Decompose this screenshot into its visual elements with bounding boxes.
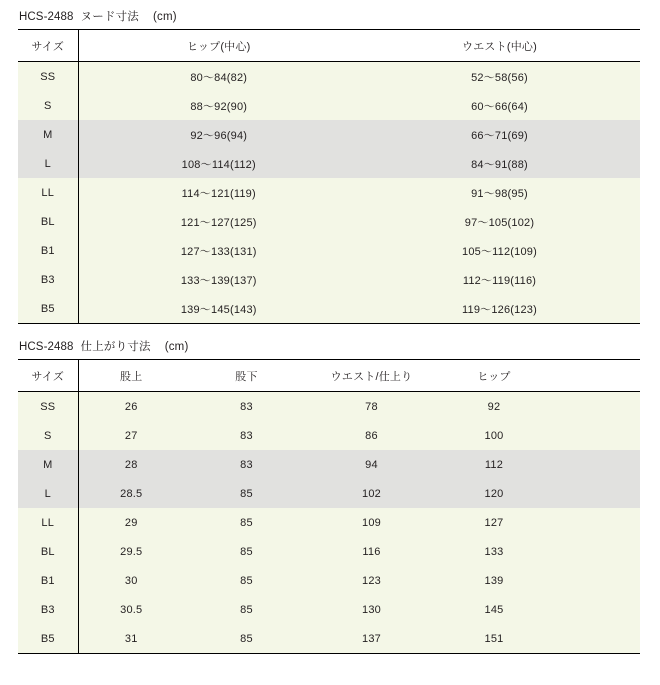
table-header-row (18, 360, 640, 392)
cell-inseam: 85 (184, 508, 309, 537)
column-header-rise: 股上 (78, 360, 184, 392)
cell-size: L (18, 149, 78, 178)
cell-size: SS (18, 392, 78, 422)
table-row (18, 236, 640, 265)
cell-hip: 92〜96(94) (78, 120, 359, 149)
cell-inseam: 83 (184, 421, 309, 450)
cell-rise: 27 (78, 421, 184, 450)
cell-waist: 119〜126(123) (359, 294, 640, 324)
cell-rise: 29.5 (78, 537, 184, 566)
cell-hip: 92 (434, 392, 554, 422)
column-header-waist-finished: ウエスト/仕上り (309, 360, 434, 392)
cell-waist-finished: 109 (309, 508, 434, 537)
table-row (18, 392, 640, 422)
cell-size: BL (18, 207, 78, 236)
cell-waist-finished: 130 (309, 595, 434, 624)
cell-size: LL (18, 178, 78, 207)
cell-inseam: 85 (184, 566, 309, 595)
cell-waist: 105〜112(109) (359, 236, 640, 265)
cell-rise: 30.5 (78, 595, 184, 624)
table-row (18, 149, 640, 178)
cell-waist: 97〜105(102) (359, 207, 640, 236)
table-row (18, 566, 640, 595)
caption-nude-measurements (18, 10, 640, 24)
cell-rise: 30 (78, 566, 184, 595)
cell-hip: 133〜139(137) (78, 265, 359, 294)
cell-hip: 88〜92(90) (78, 91, 359, 120)
caption-unit: (cm) (164, 341, 189, 353)
cell-rise: 28.5 (78, 479, 184, 508)
table-header-row (18, 30, 640, 62)
column-header-hip: ヒップ(中心) (78, 30, 359, 62)
table-row (18, 294, 640, 324)
cell-hip: 114〜121(119) (78, 178, 359, 207)
cell-waist: 60〜66(64) (359, 91, 640, 120)
cell-inseam: 85 (184, 624, 309, 654)
cell-spacer (554, 479, 640, 508)
cell-hip: 151 (434, 624, 554, 654)
column-header-size: サイズ (18, 360, 78, 392)
cell-size: M (18, 120, 78, 149)
caption-title: ヌード寸法 (80, 11, 139, 23)
column-header-inseam: 股下 (184, 360, 309, 392)
cell-hip: 100 (434, 421, 554, 450)
cell-hip: 112 (434, 450, 554, 479)
table-row (18, 479, 640, 508)
table-finished-measurements (18, 359, 640, 654)
cell-hip: 127〜133(131) (78, 236, 359, 265)
cell-inseam: 85 (184, 537, 309, 566)
cell-size: S (18, 91, 78, 120)
section-finished-measurements (18, 340, 640, 654)
cell-size: L (18, 479, 78, 508)
table-row (18, 537, 640, 566)
cell-waist-finished: 116 (309, 537, 434, 566)
cell-spacer (554, 450, 640, 479)
caption-finished-measurements (18, 340, 640, 354)
cell-size: B3 (18, 595, 78, 624)
cell-inseam: 83 (184, 450, 309, 479)
cell-spacer (554, 595, 640, 624)
cell-spacer (554, 508, 640, 537)
cell-hip: 139 (434, 566, 554, 595)
table-row (18, 421, 640, 450)
cell-waist: 66〜71(69) (359, 120, 640, 149)
cell-hip: 133 (434, 537, 554, 566)
table-row (18, 595, 640, 624)
table-row (18, 624, 640, 654)
caption-unit: (cm) (153, 11, 177, 23)
cell-spacer (554, 537, 640, 566)
table-nude-measurements (18, 29, 640, 324)
cell-waist-finished: 123 (309, 566, 434, 595)
cell-hip: 145 (434, 595, 554, 624)
cell-size: LL (18, 508, 78, 537)
cell-size: B3 (18, 265, 78, 294)
column-header-spacer (554, 360, 640, 392)
cell-size: M (18, 450, 78, 479)
cell-hip: 80〜84(82) (78, 62, 359, 92)
cell-size: B5 (18, 294, 78, 324)
cell-waist-finished: 137 (309, 624, 434, 654)
cell-waist-finished: 86 (309, 421, 434, 450)
cell-waist-finished: 78 (309, 392, 434, 422)
cell-inseam: 83 (184, 392, 309, 422)
caption-product-code: HCS-2488 (19, 341, 74, 353)
cell-spacer (554, 421, 640, 450)
cell-spacer (554, 392, 640, 422)
cell-rise: 31 (78, 624, 184, 654)
cell-hip: 127 (434, 508, 554, 537)
table-row (18, 265, 640, 294)
cell-size: SS (18, 62, 78, 92)
cell-spacer (554, 624, 640, 654)
column-header-size: サイズ (18, 30, 78, 62)
table-row (18, 91, 640, 120)
column-header-waist: ウエスト(中心) (359, 30, 640, 62)
cell-rise: 29 (78, 508, 184, 537)
cell-hip: 121〜127(125) (78, 207, 359, 236)
cell-hip: 108〜114(112) (78, 149, 359, 178)
table-row (18, 207, 640, 236)
cell-size: B5 (18, 624, 78, 654)
caption-title: 仕上がり寸法 (80, 341, 151, 353)
cell-rise: 28 (78, 450, 184, 479)
cell-waist: 112〜119(116) (359, 265, 640, 294)
section-nude-measurements (18, 10, 640, 324)
table-row (18, 120, 640, 149)
cell-size: S (18, 421, 78, 450)
cell-spacer (554, 566, 640, 595)
cell-size: B1 (18, 566, 78, 595)
cell-inseam: 85 (184, 479, 309, 508)
cell-hip: 139〜145(143) (78, 294, 359, 324)
cell-size: B1 (18, 236, 78, 265)
table-row (18, 508, 640, 537)
cell-waist-finished: 102 (309, 479, 434, 508)
cell-hip: 120 (434, 479, 554, 508)
cell-waist: 91〜98(95) (359, 178, 640, 207)
cell-waist: 84〜91(88) (359, 149, 640, 178)
cell-rise: 26 (78, 392, 184, 422)
table-row (18, 450, 640, 479)
column-header-hip: ヒップ (434, 360, 554, 392)
table-row (18, 62, 640, 92)
cell-waist: 52〜58(56) (359, 62, 640, 92)
table-row (18, 178, 640, 207)
caption-product-code: HCS-2488 (19, 11, 74, 23)
cell-inseam: 85 (184, 595, 309, 624)
cell-waist-finished: 94 (309, 450, 434, 479)
cell-size: BL (18, 537, 78, 566)
